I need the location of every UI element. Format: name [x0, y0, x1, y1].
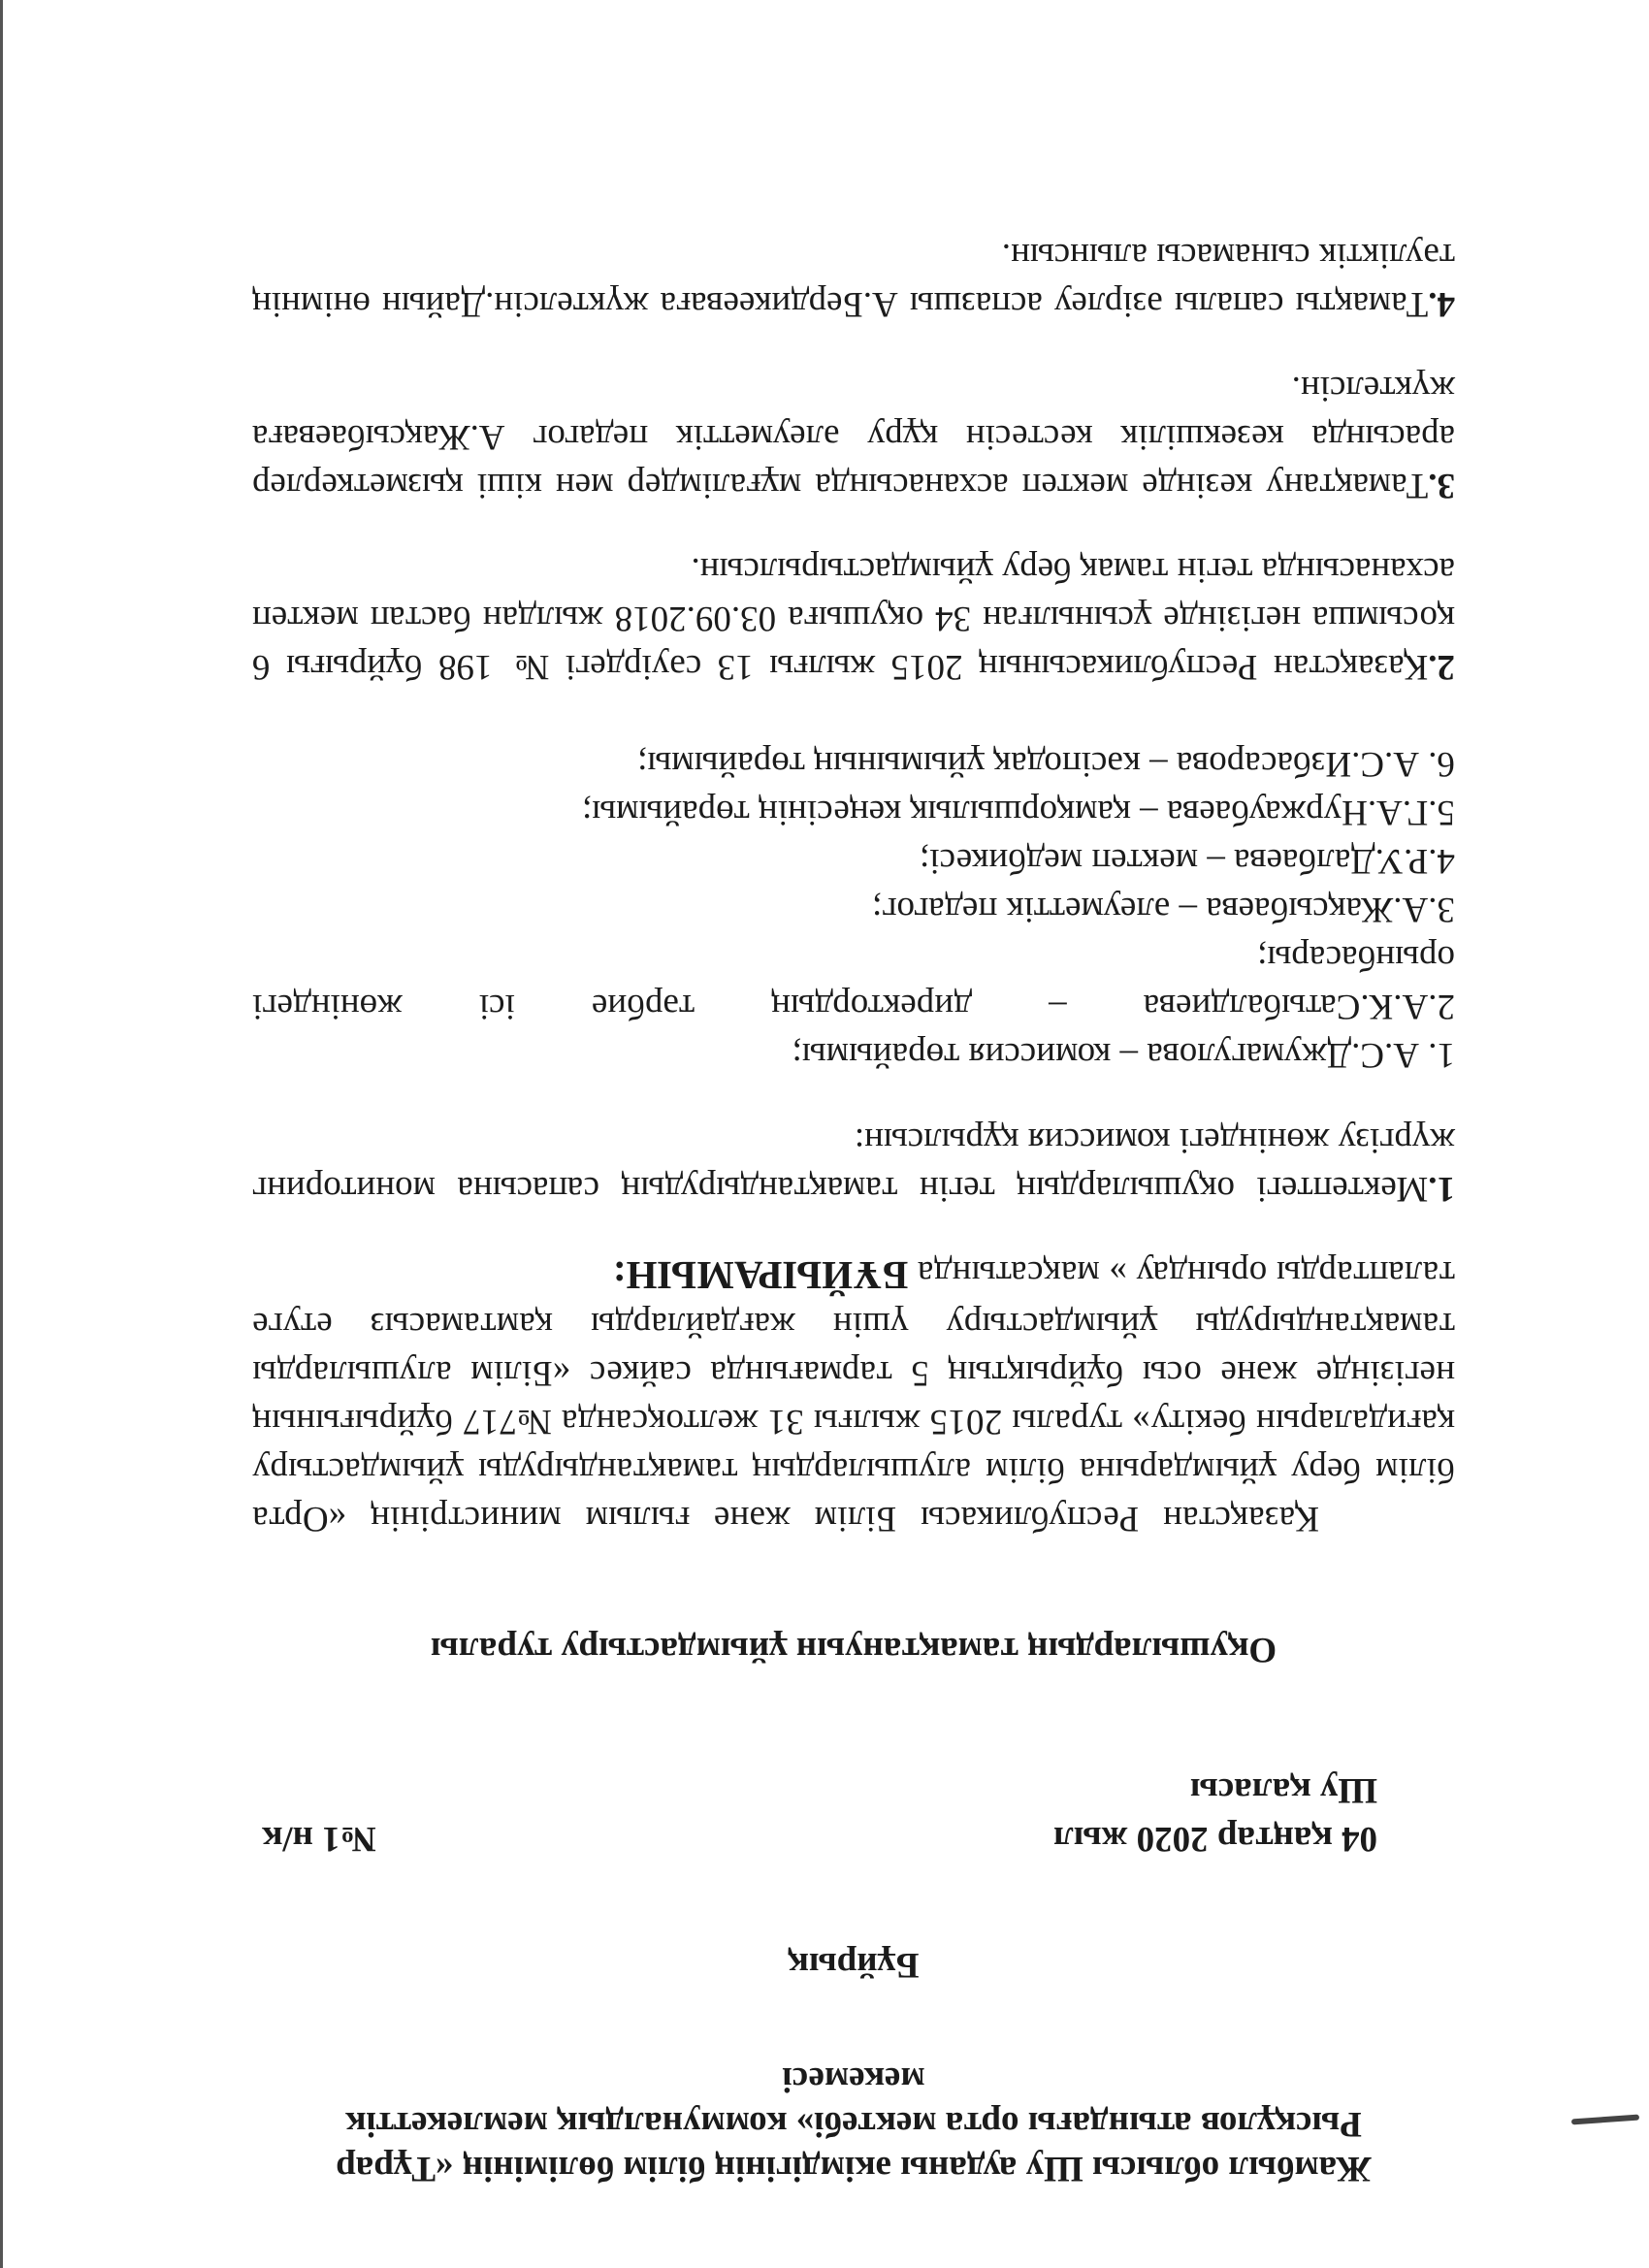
order-item: [252, 1116, 1455, 1213]
order-item: [252, 364, 1455, 509]
member-line: 4.Р.У.Далбаева – мектеп медбикесі;: [919, 841, 1455, 881]
item-number: 4.: [1428, 284, 1455, 324]
org-header-line: Рысқұлов атындағы орта мектебі» коммуналдық мемлекеттік: [345, 2104, 1362, 2144]
member-line: 5.Г.А.Нуржаубаева – қамқоршылық кеңесінің төрайымы;: [581, 793, 1455, 832]
member-line: [252, 982, 1455, 1030]
item-number: 3.: [1428, 466, 1455, 505]
order-item: [252, 231, 1455, 328]
member-part: тәрбие: [591, 987, 695, 1026]
item-text: Мектептегі оқушылардың тегін тамақтандырудың сапасына мониторинг жүргізу жөніндегі комиссия құрылсын:: [252, 1120, 1455, 1209]
item-text: Қазақстан Республикасының 2015 жылғы 13 сәуірдегі № 198 бұйрығы 6 қосымша негізінде ұсынылған 34 оқушыға 03.09.2018 жылдан бастап мектеп асханасында тегін тамақ беру ұйымдастырылсын.: [252, 550, 1455, 687]
member-part: –: [1049, 987, 1067, 1026]
member-part: директордың: [771, 987, 972, 1026]
document-meta: [252, 1814, 1455, 1863]
preamble: [252, 1248, 1455, 1542]
page-edge: [0, 0, 3, 2268]
member-line: 6. А.С.Избасарова – кәсіподақ ұйымының төрайымы;: [637, 744, 1455, 784]
item-text: Тамақты сапалы әзірлеу аспазшы А.Бердикееваға жүктелсін.Дайын өнімнің тәуліктік сынамасы алынсын.: [252, 236, 1455, 324]
preamble-text: Қазақстан Республикасы Білім және ғылым министрінің «Орта білім беру ұйымдарына білім алушылардың тамақтандыруды ұйымдастыру қағидаларын бекіту» туралы 2015 жылғы 31 желтоқсанда №717 бұйрығының негізінде және осы бұйрықтың 5 тармағында сайкес «Білім алушыларды тамақтандыруды ұйымдастыру үшін жағдайларды қамтамасыз етуге талаптарды орындау » мақсатында: [252, 1253, 1455, 1539]
commission-members: [252, 739, 1455, 1079]
item-number: 2.: [1428, 647, 1455, 687]
member-line: орынбасары;: [1257, 938, 1455, 978]
member-line: 3.А.Жақсыбаева – әлеуметтік педагог;: [872, 890, 1455, 929]
document-body: [252, 195, 1455, 2190]
document-subject: Оқушылардың тамақтануын ұйымдастыру туралы: [430, 1630, 1277, 1669]
member-line: 1. А.С.Джумагулова – комиссия төрайымы;: [792, 1035, 1455, 1075]
document-date: 04 қаңтар 2020 жыл: [1052, 1819, 1377, 1859]
document-place: Шу қаласы: [1189, 1770, 1377, 1810]
org-header-line: мекемесі: [782, 2059, 925, 2099]
member-part: ісі: [478, 987, 515, 1026]
item-text: Тамақтану кезінде мектеп асханасында мұғалімдер мен кіші қызметкерлер арасында кезекшілік кестесін құру әлеуметтік педагог А.Жақсыбаеваға жүктелсін.: [252, 369, 1455, 505]
document-number: №1 н/к: [262, 1819, 376, 1859]
org-header-line: Жамбыл облысы Шу ауданы әкімдігінің білім бөлімінің «Тұрар: [336, 2149, 1372, 2188]
member-part: жөніндегі: [252, 987, 403, 1026]
item-number: 1.: [1428, 1169, 1455, 1209]
document-type: Бұйрық: [788, 1945, 920, 1985]
scan-mark: [1571, 2115, 1639, 2125]
member-part: 2.А.К.Сатыбалдиева: [1143, 987, 1455, 1026]
order-item: [252, 545, 1455, 691]
decree-word: БҰЙЫРАМЫН:: [612, 1253, 909, 1298]
